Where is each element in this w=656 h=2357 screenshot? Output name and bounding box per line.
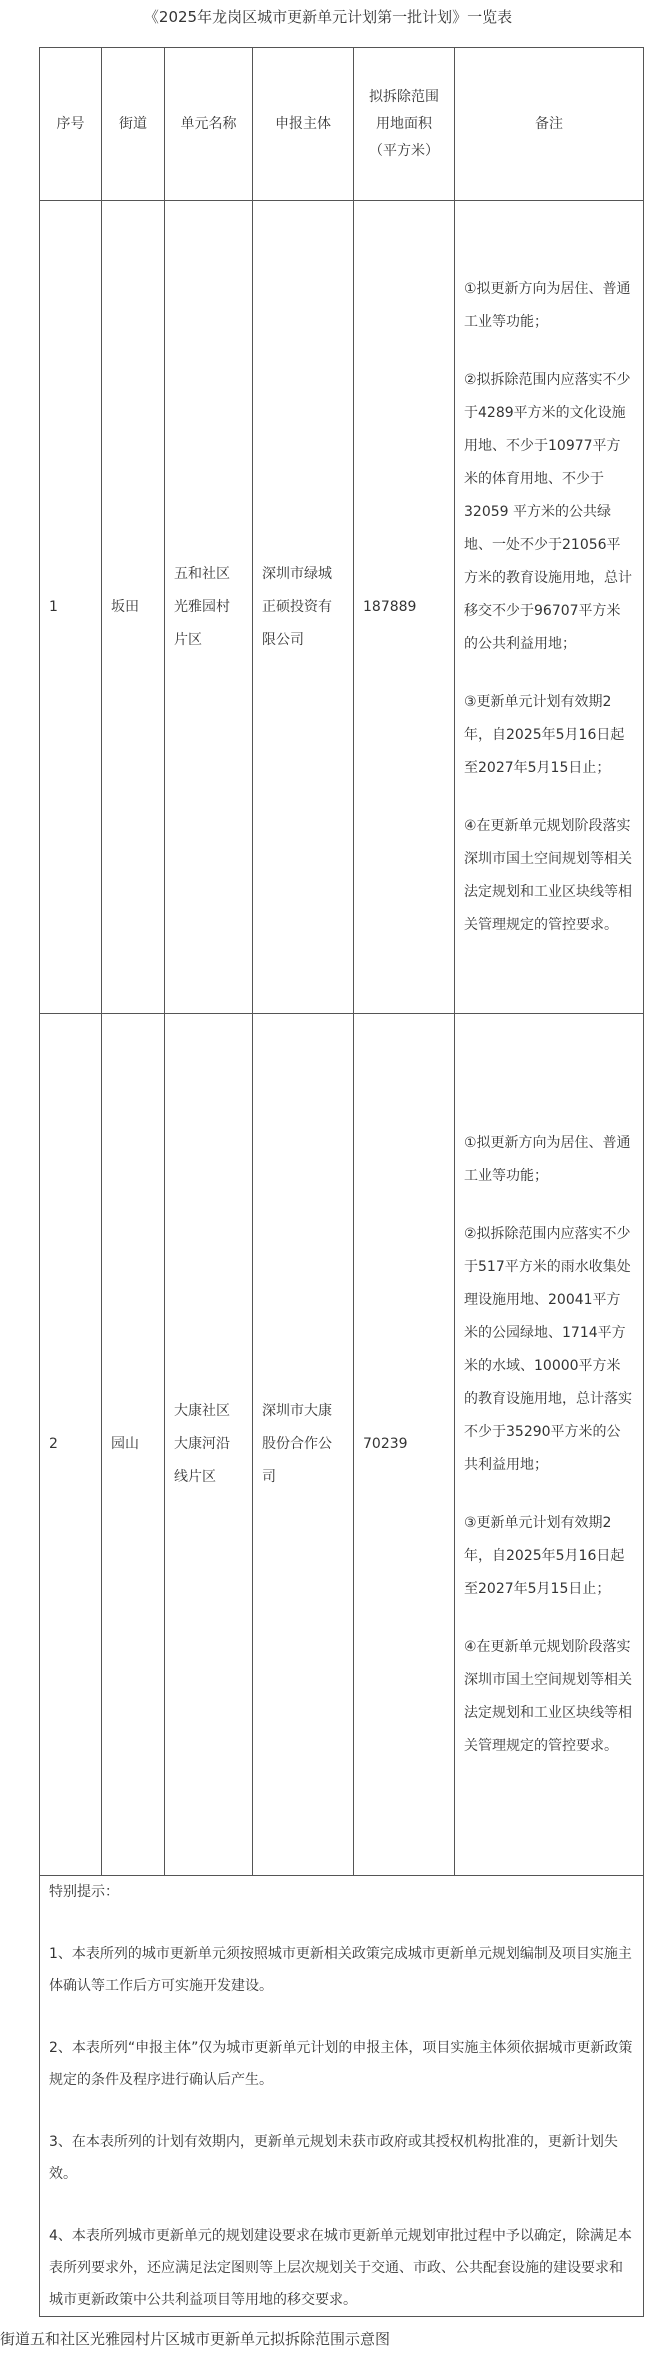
figure-caption: 街道五和社区光雅园村片区城市更新单元拟拆除范围示意图 xyxy=(0,2330,391,2348)
cell-unit-name: 大康社区大康河沿线片区 xyxy=(165,1014,253,1876)
cell-applicant: 深圳市绿城正硕投资有限公司 xyxy=(253,201,354,1014)
cell-area: 70239 xyxy=(354,1014,455,1876)
cell-remarks xyxy=(455,201,644,1014)
table-header-row xyxy=(40,48,644,201)
cell-street: 园山 xyxy=(102,1014,165,1876)
notice-item: 2、本表所列“申报主体”仅为城市更新单元计划的申报主体，项目实施主体须依据城市更新政策规定的条件及程序进行确认后产生。 xyxy=(49,2040,633,2088)
cell-area: 187889 xyxy=(354,201,455,1014)
table-row xyxy=(40,1014,644,1876)
header-remarks: 备注 xyxy=(455,48,644,201)
header-index: 序号 xyxy=(40,48,102,201)
remark-item: ①拟更新方向为居住、普通工业等功能； xyxy=(464,280,631,330)
cell-remarks xyxy=(455,1014,644,1876)
remark-item: ③更新单元计划有效期2年，自2025年5月16日起至2027年5月15日止； xyxy=(464,1514,625,1597)
notice-item: 1、本表所列的城市更新单元须按照城市更新相关政策完成城市更新单元规划编制及项目实施主体确认等工作后方可实施开发建设。 xyxy=(49,1946,632,1994)
notice-item: 4、本表所列城市更新单元的规划建设要求在城市更新单元规划审批过程中予以确定，除满足本表所列要求外，还应满足法定图则等上层次规划关于交通、市政、公共配套设施的建设要求和城市更新政策中公共利益项目等用地的移交要求。 xyxy=(49,2228,632,2308)
header-street: 街道 xyxy=(102,48,165,201)
header-area: 拟拆除范围用地面积（平方米） xyxy=(354,48,455,201)
notice-item: 3、在本表所列的计划有效期内，更新单元规划未获市政府或其授权机构批准的，更新计划失效。 xyxy=(49,2134,618,2182)
cell-index: 1 xyxy=(40,201,102,1014)
cell-index: 2 xyxy=(40,1014,102,1876)
header-applicant: 申报主体 xyxy=(253,48,354,201)
remark-item: ②拟拆除范围内应落实不少于4289平方米的文化设施用地、不少于10977平方米的体育用地、不少于32059 平方米的公共绿地、一处不少于21056平方米的教育设施用地，总计移交不少于96707平方米的公共利益用地； xyxy=(464,371,632,652)
notice-heading: 特别提示： xyxy=(49,1884,119,1900)
remark-item: ④在更新单元规划阶段落实深圳市国土空间规划等相关法定规划和工业区块线等相关管理规定的管控要求。 xyxy=(464,817,632,933)
remark-item: ④在更新单元规划阶段落实深圳市国土空间规划等相关法定规划和工业区块线等相关管理规定的管控要求。 xyxy=(464,1638,632,1754)
notice-cell xyxy=(40,1876,644,2317)
cell-unit-name: 五和社区光雅园村片区 xyxy=(165,201,253,1014)
remark-item: ②拟拆除范围内应落实不少于517平方米的雨水收集处理设施用地、20041平方米的公园绿地、1714平方米的水域、10000平方米的教育设施用地，总计落实不少于35290平方米的公共利益用地； xyxy=(464,1225,632,1473)
notice-row xyxy=(40,1876,644,2317)
header-unit-name: 单元名称 xyxy=(165,48,253,201)
cell-applicant: 深圳市大康股份合作公司 xyxy=(253,1014,354,1876)
remark-item: ①拟更新方向为居住、普通工业等功能； xyxy=(464,1134,631,1184)
cell-street: 坂田 xyxy=(102,201,165,1014)
remark-item: ③更新单元计划有效期2年，自2025年5月16日起至2027年5月15日止； xyxy=(464,693,625,776)
table-row xyxy=(40,201,644,1014)
plan-table xyxy=(39,47,644,2317)
page-title: 《2025年龙岗区城市更新单元计划第一批计划》一览表 xyxy=(143,8,513,26)
